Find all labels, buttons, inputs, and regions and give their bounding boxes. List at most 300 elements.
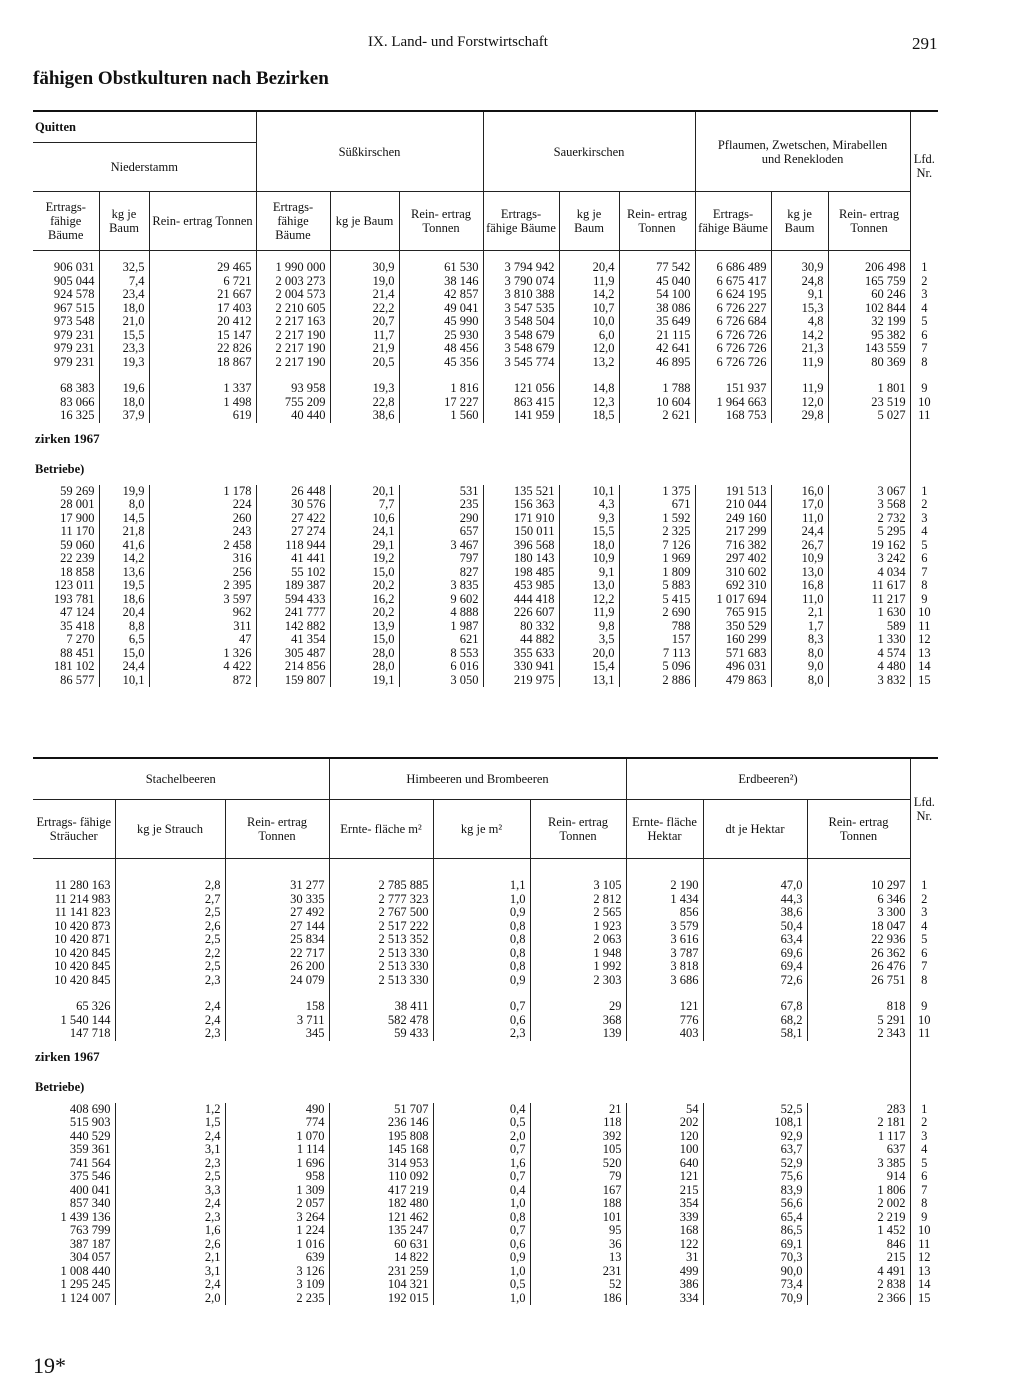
col-lfd-nr-bottom: Lfd. Nr. <box>910 758 938 859</box>
row-number-cell: 11 <box>910 1238 938 1252</box>
spacer-cell <box>910 455 938 485</box>
table-cell: 256 <box>149 566 256 580</box>
table-cell: 24,4 <box>771 525 828 539</box>
table-row <box>33 396 938 410</box>
col-suess-kg: kg je Baum <box>330 192 399 251</box>
table-cell: 958 <box>225 1170 329 1184</box>
table-cell: 14,8 <box>559 382 619 396</box>
table-cell: 15 147 <box>149 329 256 343</box>
col-quitten-rein: Rein- ertrag Tonnen <box>149 192 256 251</box>
table-cell: 355 633 <box>483 647 559 661</box>
table-cell: 24,4 <box>99 660 149 674</box>
table-cell: 0,5 <box>433 1278 530 1292</box>
table-cell: 1 017 694 <box>695 593 771 607</box>
table-cell: 22 936 <box>807 933 910 947</box>
spacer-cell <box>433 869 530 879</box>
table-cell: 2,6 <box>115 920 225 934</box>
table-cell: 12,0 <box>559 342 619 356</box>
table-cell: 15,5 <box>99 329 149 343</box>
table-cell: 2,3 <box>115 1027 225 1041</box>
spacer-cell <box>807 859 910 870</box>
table-cell: 17 403 <box>149 302 256 316</box>
table-cell: 44 882 <box>483 633 559 647</box>
spacer-cell <box>695 369 771 382</box>
row-number-cell: 7 <box>910 960 938 974</box>
table-row <box>33 525 938 539</box>
table-cell: 18,0 <box>99 396 149 410</box>
table-cell: 0,4 <box>433 1103 530 1117</box>
table-cell: 118 <box>530 1116 626 1130</box>
table-cell: 20,1 <box>330 485 399 499</box>
table-cell: 226 607 <box>483 606 559 620</box>
table-cell: 41,6 <box>99 539 149 553</box>
row-number-cell: 3 <box>910 906 938 920</box>
table-cell: 16,0 <box>771 485 828 499</box>
table-cell: 22,2 <box>330 302 399 316</box>
table-cell: 354 <box>626 1197 703 1211</box>
table-cell: 1 964 663 <box>695 396 771 410</box>
table-cell: 24,1 <box>330 525 399 539</box>
table-cell: 11,0 <box>771 512 828 526</box>
table-cell: 311 <box>149 620 256 634</box>
spacer-cell <box>695 251 771 262</box>
spacer-cell <box>530 987 626 1000</box>
spacer-cell <box>910 1041 938 1073</box>
table-cell: 6 346 <box>807 893 910 907</box>
page-title: fähigen Obstkulturen nach Bezirken <box>33 68 329 89</box>
spacer-cell <box>910 251 938 262</box>
spacer-cell <box>910 859 938 870</box>
row-number-cell: 5 <box>910 933 938 947</box>
table-cell: 3 835 <box>399 579 483 593</box>
table-cell: 515 903 <box>69 1116 111 1129</box>
table-cell: 2,3 <box>115 1157 225 1171</box>
spacer-cell <box>910 369 938 382</box>
table-cell: 924 578 <box>53 288 95 301</box>
table-cell: 490 <box>225 1103 329 1117</box>
table-cell: 400 041 <box>69 1183 111 1197</box>
table-cell: 4 491 <box>807 1265 910 1279</box>
table-cell: 38 411 <box>329 1000 433 1014</box>
table-cell: 22 826 <box>149 342 256 356</box>
table-cell: 13,0 <box>559 579 619 593</box>
col-stachel-straeucher: Ertrags- fähige Sträucher <box>33 800 115 859</box>
table-row <box>33 315 938 329</box>
spacer-cell <box>703 987 807 1000</box>
table-cell: 27 274 <box>256 525 330 539</box>
spacer-cell <box>33 251 99 262</box>
spacer-cell <box>910 869 938 879</box>
table-cell: 1,2 <box>115 1103 225 1117</box>
row-number-cell: 1 <box>910 261 938 275</box>
table-row <box>33 947 938 961</box>
table-cell: 872 <box>149 674 256 688</box>
table-row <box>33 566 938 580</box>
section-label-row <box>33 423 938 455</box>
table-cell: 1 114 <box>225 1143 329 1157</box>
table-cell: 755 209 <box>256 396 330 410</box>
table-cell: 2 513 352 <box>329 933 433 947</box>
table-cell: 59 060 <box>60 538 95 552</box>
table-cell: 305 487 <box>256 647 330 661</box>
table-cell: 69,1 <box>703 1238 807 1252</box>
table-row <box>33 409 938 423</box>
table-cell: 582 478 <box>329 1014 433 1028</box>
table-cell: 375 546 <box>69 1170 111 1183</box>
col-pflaumen-baeume: Ertrags- fähige Bäume <box>695 192 771 251</box>
table-cell: 2,8 <box>115 879 225 893</box>
spacer-cell <box>330 251 399 262</box>
table-cell: 2 219 <box>807 1211 910 1225</box>
table-row <box>33 512 938 526</box>
spacer-cell <box>225 859 329 870</box>
table-cell: 19,2 <box>330 552 399 566</box>
table-cell: 1 806 <box>807 1184 910 1198</box>
table-cell: 1 309 <box>225 1184 329 1198</box>
table-cell: 856 <box>626 906 703 920</box>
table-cell: 20,4 <box>559 261 619 275</box>
table-cell: 1 969 <box>619 552 695 566</box>
table-cell: 28,0 <box>330 647 399 661</box>
table-row <box>33 1211 938 1225</box>
table-cell: 417 219 <box>329 1184 433 1198</box>
table-row <box>33 1224 938 1238</box>
table-cell: 13,9 <box>330 620 399 634</box>
section-label: Betriebe) <box>35 461 85 476</box>
row-number-cell: 13 <box>910 647 938 661</box>
table-cell: 23,3 <box>99 342 149 356</box>
table-row <box>33 1000 938 1014</box>
table-cell: 198 485 <box>483 566 559 580</box>
table-cell: 1 016 <box>225 1238 329 1252</box>
table-cell: 41 354 <box>256 633 330 647</box>
table-cell: 65 326 <box>76 1000 111 1013</box>
row-number-cell: 9 <box>910 382 938 396</box>
table-cell: 29 465 <box>149 261 256 275</box>
table-cell: 453 985 <box>483 579 559 593</box>
table-cell: 139 <box>530 1027 626 1041</box>
table-cell: 145 168 <box>329 1143 433 1157</box>
table-cell: 0,6 <box>433 1238 530 1252</box>
table-cell: 6 726 726 <box>695 356 771 370</box>
table-cell: 14,2 <box>771 329 828 343</box>
table-cell: 1 992 <box>530 960 626 974</box>
table-cell: 12,3 <box>559 396 619 410</box>
table-row <box>33 633 938 647</box>
table-cell: 3 711 <box>225 1014 329 1028</box>
table-cell: 1,0 <box>433 1292 530 1306</box>
table-row <box>33 1130 938 1144</box>
table-cell: 2,0 <box>115 1292 225 1306</box>
table-cell: 189 387 <box>256 579 330 593</box>
table-cell: 8,8 <box>99 620 149 634</box>
spacer-cell <box>626 869 703 879</box>
row-number-cell: 14 <box>910 660 938 674</box>
table-cell: 5 295 <box>828 525 910 539</box>
table-cell: 25 930 <box>399 329 483 343</box>
row-number-cell: 13 <box>910 1265 938 1279</box>
table-cell: 2,6 <box>115 1238 225 1252</box>
table-cell: 3,5 <box>559 633 619 647</box>
table-cell: 8 553 <box>399 647 483 661</box>
bottom-table-body <box>33 859 938 1306</box>
row-number-cell: 6 <box>910 329 938 343</box>
table-cell: 11,9 <box>559 606 619 620</box>
table-cell: 2,5 <box>115 906 225 920</box>
table-cell: 121 <box>626 1170 703 1184</box>
spacer-cell <box>99 251 149 262</box>
table-cell: 59 269 <box>60 484 95 498</box>
table-cell: 215 <box>807 1251 910 1265</box>
table-cell: 7,7 <box>330 498 399 512</box>
table-cell: 2,4 <box>115 1278 225 1292</box>
table-cell: 47,0 <box>703 879 807 893</box>
row-number-cell: 11 <box>910 620 938 634</box>
table-cell: 906 031 <box>53 261 95 274</box>
spacer-row <box>33 869 938 879</box>
top-table <box>33 110 938 687</box>
table-cell: 2 458 <box>149 539 256 553</box>
table-cell: 13,1 <box>559 674 619 688</box>
row-number-cell: 7 <box>910 342 938 356</box>
table-cell: 5 096 <box>619 660 695 674</box>
table-cell: 2,2 <box>115 947 225 961</box>
table-cell: 0,9 <box>433 1251 530 1265</box>
table-cell: 50,4 <box>703 920 807 934</box>
table-cell: 1 452 <box>807 1224 910 1238</box>
table-cell: 157 <box>619 633 695 647</box>
table-cell: 160 299 <box>695 633 771 647</box>
table-cell: 10,1 <box>99 674 149 688</box>
spacer-row <box>33 251 938 262</box>
table-cell: 6,5 <box>99 633 149 647</box>
table-cell: 181 102 <box>53 660 95 673</box>
table-cell: 49 041 <box>399 302 483 316</box>
row-number-cell: 9 <box>910 593 938 607</box>
table-cell: 10 420 845 <box>54 960 111 973</box>
table-cell: 531 <box>399 485 483 499</box>
table-cell: 168 753 <box>695 409 771 423</box>
row-number-cell: 15 <box>910 1292 938 1306</box>
table-cell: 16,2 <box>330 593 399 607</box>
table-cell: 1 330 <box>828 633 910 647</box>
row-number-cell: 2 <box>910 1116 938 1130</box>
spacer-cell <box>433 859 530 870</box>
table-cell: 72,6 <box>703 974 807 988</box>
table-cell: 1,7 <box>771 620 828 634</box>
row-number-cell: 4 <box>910 302 938 316</box>
table-cell: 19,6 <box>99 382 149 396</box>
table-cell: 0,7 <box>433 1143 530 1157</box>
table-cell: 2 004 573 <box>256 288 330 302</box>
table-row <box>33 552 938 566</box>
table-cell: 2,5 <box>115 933 225 947</box>
col-suess-baeume: Ertrags- fähige Bäume <box>256 192 330 251</box>
table-cell: 0,6 <box>433 1014 530 1028</box>
table-cell: 105 <box>530 1143 626 1157</box>
table-cell: 440 529 <box>69 1129 111 1143</box>
spacer-cell <box>33 859 115 870</box>
table-cell: 0,5 <box>433 1116 530 1130</box>
table-cell: 63,4 <box>703 933 807 947</box>
spacer-cell <box>828 251 910 262</box>
table-cell: 1 375 <box>619 485 695 499</box>
table-cell: 3 810 388 <box>483 288 559 302</box>
table-row <box>33 1278 938 1292</box>
table-row <box>33 893 938 907</box>
table-cell: 37,9 <box>99 409 149 423</box>
table-cell: 10 604 <box>619 396 695 410</box>
table-cell: 7 270 <box>66 633 95 646</box>
row-number-cell: 9 <box>910 1000 938 1014</box>
table-row <box>33 1143 938 1157</box>
table-cell: 3 385 <box>807 1157 910 1171</box>
table-cell: 0,8 <box>433 960 530 974</box>
table-cell: 6 675 417 <box>695 275 771 289</box>
table-cell: 0,7 <box>433 1224 530 1238</box>
table-cell: 18,6 <box>99 593 149 607</box>
col-sauer-baeume: Ertrags- fähige Bäume <box>483 192 559 251</box>
table-cell: 2 767 500 <box>329 906 433 920</box>
table-cell: 54 <box>626 1103 703 1117</box>
table-cell: 11,7 <box>330 329 399 343</box>
table-cell: 2,0 <box>433 1130 530 1144</box>
table-cell: 88 451 <box>60 646 95 660</box>
table-cell: 774 <box>225 1116 329 1130</box>
table-cell: 11,9 <box>771 382 828 396</box>
table-cell: 16,8 <box>771 579 828 593</box>
table-cell: 6 726 726 <box>695 342 771 356</box>
section-label: zirken 1967 <box>35 1048 100 1064</box>
table-cell: 95 382 <box>828 329 910 343</box>
table-cell: 20,0 <box>559 647 619 661</box>
table-cell: 5 291 <box>807 1014 910 1028</box>
table-cell: 716 382 <box>695 539 771 553</box>
table-row <box>33 302 938 316</box>
table-cell: 1 498 <box>149 396 256 410</box>
table-cell: 10,1 <box>559 485 619 499</box>
table-cell: 10,6 <box>330 512 399 526</box>
table-cell: 40 440 <box>256 409 330 423</box>
table-cell: 21,9 <box>330 342 399 356</box>
table-cell: 143 559 <box>828 342 910 356</box>
table-cell: 38 086 <box>619 302 695 316</box>
table-cell: 26,7 <box>771 539 828 553</box>
table-cell: 310 602 <box>695 566 771 580</box>
table-cell: 21,4 <box>330 288 399 302</box>
table-cell: 13 <box>530 1251 626 1265</box>
table-cell: 30 576 <box>256 498 330 512</box>
table-cell: 14,5 <box>99 512 149 526</box>
table-cell: 2 217 190 <box>256 329 330 343</box>
table-cell: 359 361 <box>69 1143 111 1156</box>
row-number-cell: 2 <box>910 275 938 289</box>
table-row <box>33 1170 938 1184</box>
row-number-cell: 10 <box>910 606 938 620</box>
row-number-cell: 11 <box>910 1027 938 1041</box>
table-cell: 3 548 679 <box>483 329 559 343</box>
row-number-cell: 3 <box>910 512 938 526</box>
spacer-cell <box>771 251 828 262</box>
table-cell: 594 433 <box>256 593 330 607</box>
spacer-cell <box>807 987 910 1000</box>
table-row <box>33 288 938 302</box>
table-cell: 192 015 <box>329 1292 433 1306</box>
table-cell: 243 <box>149 525 256 539</box>
table-cell: 846 <box>807 1238 910 1252</box>
row-number-cell: 10 <box>910 396 938 410</box>
table-cell: 90,0 <box>703 1265 807 1279</box>
table-cell: 67,8 <box>703 1000 807 1014</box>
table-cell: 0,8 <box>433 933 530 947</box>
col-pflaumen-kg: kg je Baum <box>771 192 828 251</box>
table-cell: 2 785 885 <box>329 879 433 893</box>
table-cell: 47 <box>149 633 256 647</box>
table-cell: 2,3 <box>433 1027 530 1041</box>
table-cell: 6 726 726 <box>695 329 771 343</box>
table-cell: 4 034 <box>828 566 910 580</box>
table-cell: 11,0 <box>771 593 828 607</box>
spacer-cell <box>559 369 619 382</box>
table-row <box>33 261 938 275</box>
table-cell: 408 690 <box>69 1102 111 1116</box>
table-cell: 70,3 <box>703 1251 807 1265</box>
table-cell: 2 002 <box>807 1197 910 1211</box>
table-cell: 24 079 <box>225 974 329 988</box>
table-cell: 2,4 <box>115 1000 225 1014</box>
table-cell: 18 867 <box>149 356 256 370</box>
table-cell: 30,9 <box>330 261 399 275</box>
row-number-cell: 5 <box>910 539 938 553</box>
table-cell: 297 402 <box>695 552 771 566</box>
spacer-cell <box>910 423 938 455</box>
table-cell: 499 <box>626 1265 703 1279</box>
bottom-table-panel <box>33 757 938 1305</box>
col-suess-rein: Rein- ertrag Tonnen <box>399 192 483 251</box>
table-cell: 2 063 <box>530 933 626 947</box>
table-cell: 20,5 <box>330 356 399 370</box>
table-row <box>33 674 938 688</box>
table-cell: 20,2 <box>330 606 399 620</box>
table-cell: 19,5 <box>99 579 149 593</box>
spacer-cell <box>619 369 695 382</box>
table-cell: 19,3 <box>330 382 399 396</box>
table-cell: 224 <box>149 498 256 512</box>
table-cell: 2 838 <box>807 1278 910 1292</box>
table-cell: 22 239 <box>60 552 95 565</box>
table-cell: 2,7 <box>115 893 225 907</box>
table-cell: 188 <box>530 1197 626 1211</box>
table-row <box>33 382 938 396</box>
table-cell: 14,2 <box>559 288 619 302</box>
table-cell: 12,0 <box>771 396 828 410</box>
spacer-cell <box>530 869 626 879</box>
table-cell: 818 <box>807 1000 910 1014</box>
table-cell: 21,3 <box>771 342 828 356</box>
table-cell: 1 788 <box>619 382 695 396</box>
row-number-cell: 12 <box>910 633 938 647</box>
col-himbeer-kg: kg je m² <box>433 800 530 859</box>
table-cell: 589 <box>828 620 910 634</box>
table-cell: 2 343 <box>807 1027 910 1041</box>
table-cell: 260 <box>149 512 256 526</box>
table-cell: 36 <box>530 1238 626 1252</box>
row-number-cell: 1 <box>910 485 938 499</box>
table-cell: 79 <box>530 1170 626 1184</box>
table-cell: 0,7 <box>433 1170 530 1184</box>
table-cell: 345 <box>225 1027 329 1041</box>
table-cell: 80 332 <box>483 620 559 634</box>
